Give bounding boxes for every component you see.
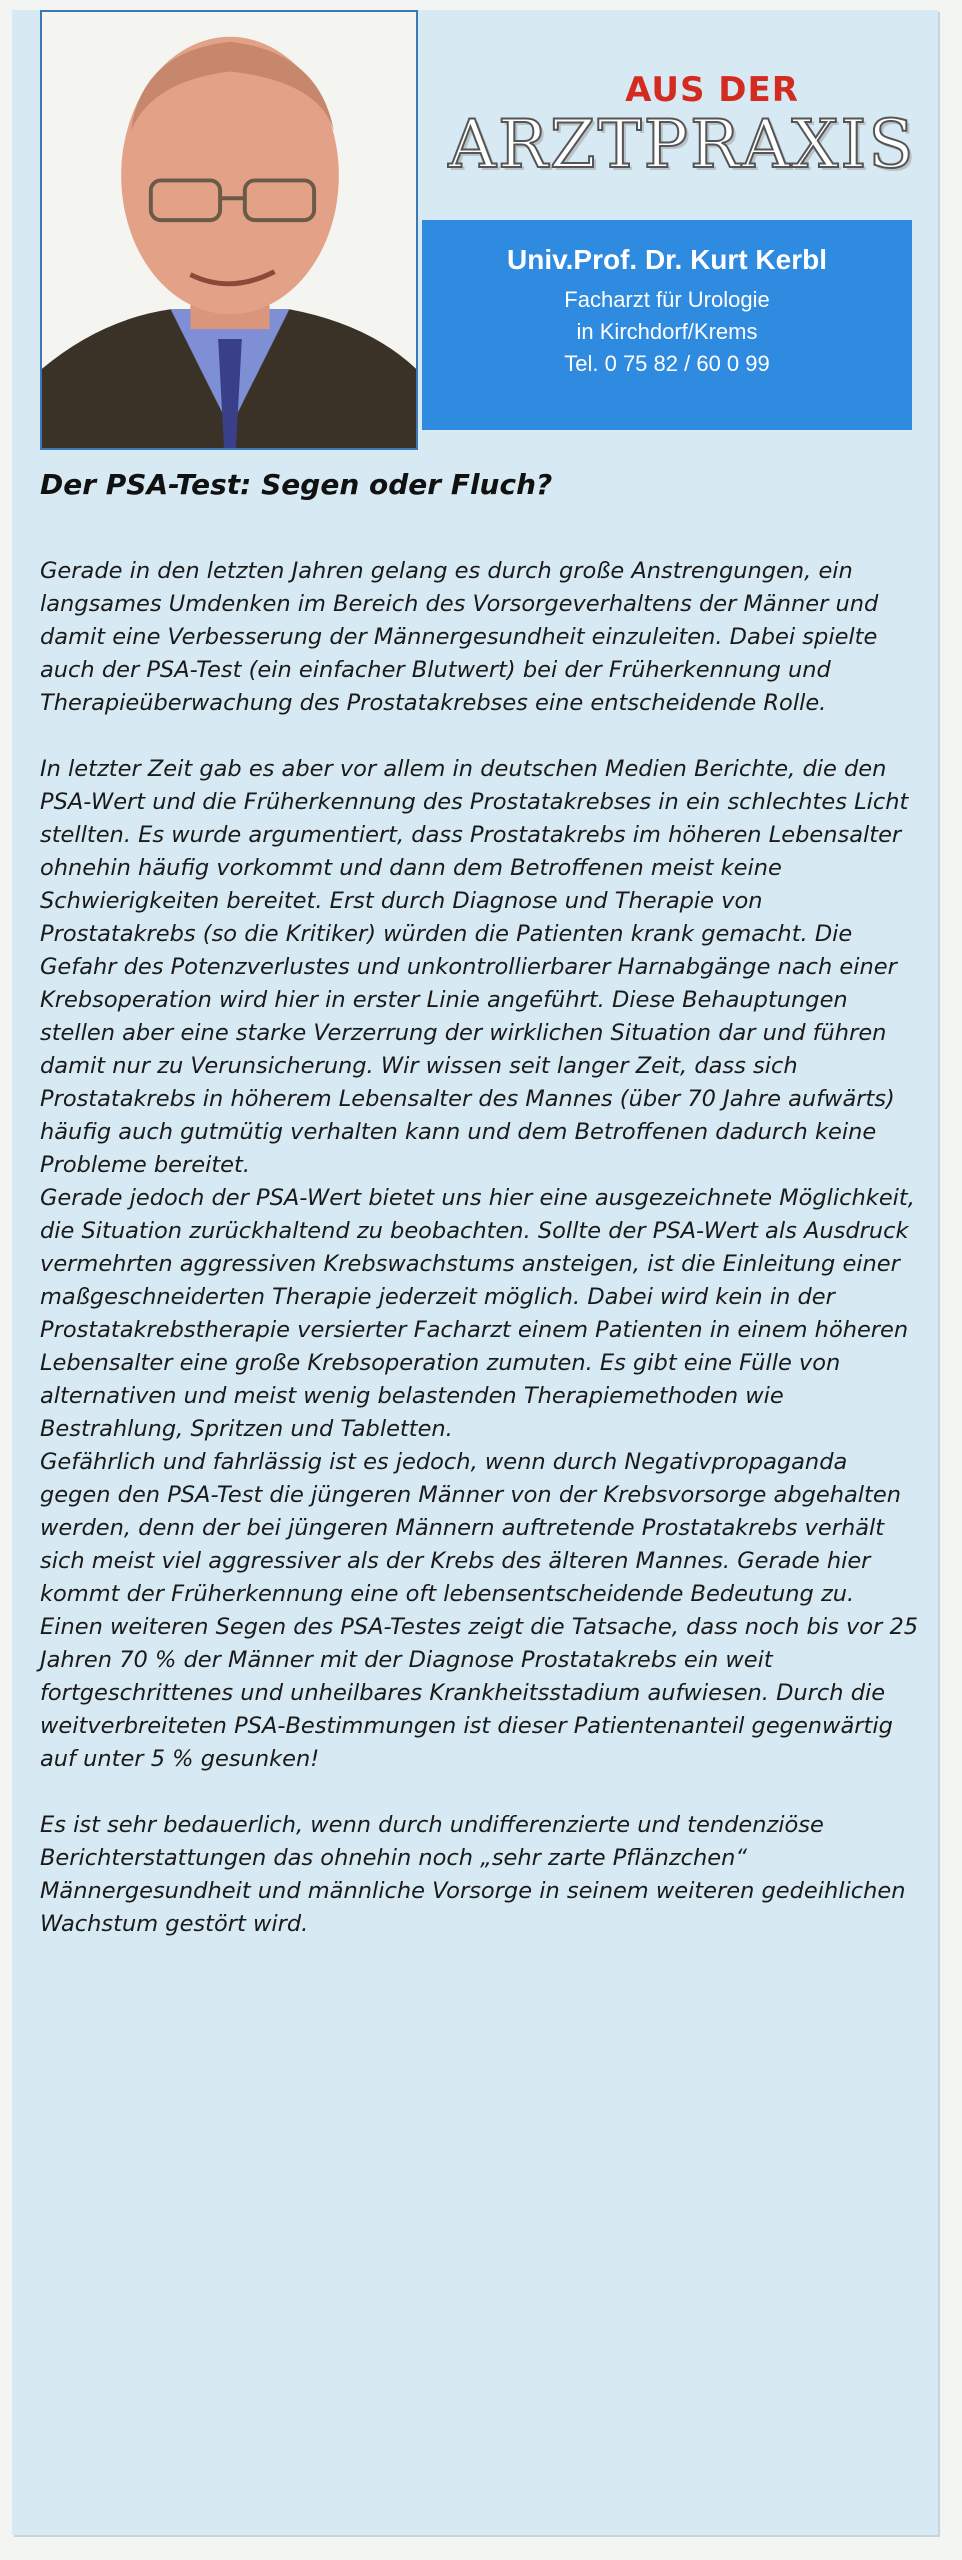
article-body	[40, 555, 920, 1941]
author-location: in Kirchdorf/Krems	[576, 319, 758, 344]
article-paragraph-5: Es ist sehr bedauerlich, wenn durch undifferenzierte und tendenziöse Berichterstattungen das ohnehin noch „sehr zarte Pflänzchen“ Männergesundheit und männliche Vorsorge in seinem weiteren gedeihlichen Wachstum gestört wird.	[40, 1812, 906, 1937]
column-title-large: ARZTPRAXIS	[448, 106, 916, 183]
article-paragraph-4: Gefährlich und fahrlässig ist es jedoch, wenn durch Negativpropaganda gegen den PSA-Test die jüngeren Männer von der Krebsvorsorge abgehalten werden, denn der bei jüngeren Männern auftretende Prostatakrebs verhält sich meist viel aggressiver als der Krebs des älteren Mannes. Gerade hier kommt der Früherkennung eine oft lebensentscheidende Bedeutung zu. Einen weiteren Segen des PSA-Testes zeigt die Tatsache, dass noch bis vor 25 Jahren 70 % der Männer mit der Diagnose Prostatakrebs ein weit fortgeschrittenes und unheilbares Krankheitsstadium aufwiesen. Durch die weitverbreiteten PSA-Bestimmungen ist dieser Patientenanteil gegenwärtig auf unter 5 % gesunken!	[40, 1449, 919, 1772]
article-paragraph-1: Gerade in den letzten Jahren gelang es durch große Anstrengungen, ein langsames Umdenken im Bereich des Vorsorgeverhaltens der Männer und damit eine Verbesserung der Männergesundheit einzuleiten. Dabei spielte auch der PSA-Test (ein einfacher Blutwert) bei der Früherkennung und Therapieüberwachung des Prostatakrebses eine entscheidende Rolle.	[40, 558, 879, 716]
author-specialty: Facharzt für Urologie	[564, 287, 770, 312]
article-page	[12, 10, 938, 2535]
author-portrait	[40, 10, 418, 450]
article-paragraph-3: Gerade jedoch der PSA-Wert bietet uns hier eine ausgezeichnete Möglichkeit, die Situation zurückhaltend zu beobachten. Sollte der PSA-Wert als Ausdruck vermehrten aggressiven Krebswachstums ansteigen, ist die Einleitung einer maßgeschneiderten Therapie jederzeit möglich. Dabei wird kein in der Prostatakrebstherapie versierter Facharzt einem Patienten in einem höheren Lebensalter eine große Krebsoperation zumuten. Es gibt eine Fülle von alternativen und meist wenig belastenden Therapiemethoden wie Bestrahlung, Spritzen und Tabletten.	[40, 1185, 915, 1442]
article-title: Der PSA-Test: Segen oder Fluch?	[40, 468, 553, 501]
article-paragraph-2: In letzter Zeit gab es aber vor allem in deutschen Medien Berichte, die den PSA-Wert und die Früherkennung des Prostatakrebses in ein schlechtes Licht stellten. Es wurde argumentiert, dass Prostatakrebs im höheren Lebensalter ohnehin häufig vorkommt und dann dem Betroffenen meist keine Schwierigkeiten bereitet. Erst durch Diagnose und Therapie von Prostatakrebs (so die Kritiker) würden die Patienten krank gemacht. Die Gefahr des Potenzverlustes und unkontrollierbarer Harnabgänge nach einer Krebsoperation wird hier in erster Linie angeführt. Diese Behauptungen stellen aber eine starke Verzerrung der wirklichen Situation dar und führen damit nur zu Verunsicherung. Wir wissen seit langer Zeit, dass sich Prostatakrebs in höherem Lebensalter des Mannes (über 70 Jahre aufwärts) häufig auch gutmütig verhalten kann und dem Betroffenen dadurch keine Probleme bereitet.	[40, 756, 909, 1178]
author-info-box	[422, 220, 912, 430]
column-title-small: AUS DER	[625, 70, 799, 110]
portrait-illustration	[42, 12, 416, 448]
author-phone: Tel. 0 75 82 / 60 0 99	[564, 351, 770, 376]
author-name: Univ.Prof. Dr. Kurt Kerbl	[507, 244, 827, 275]
column-branding	[442, 70, 922, 183]
